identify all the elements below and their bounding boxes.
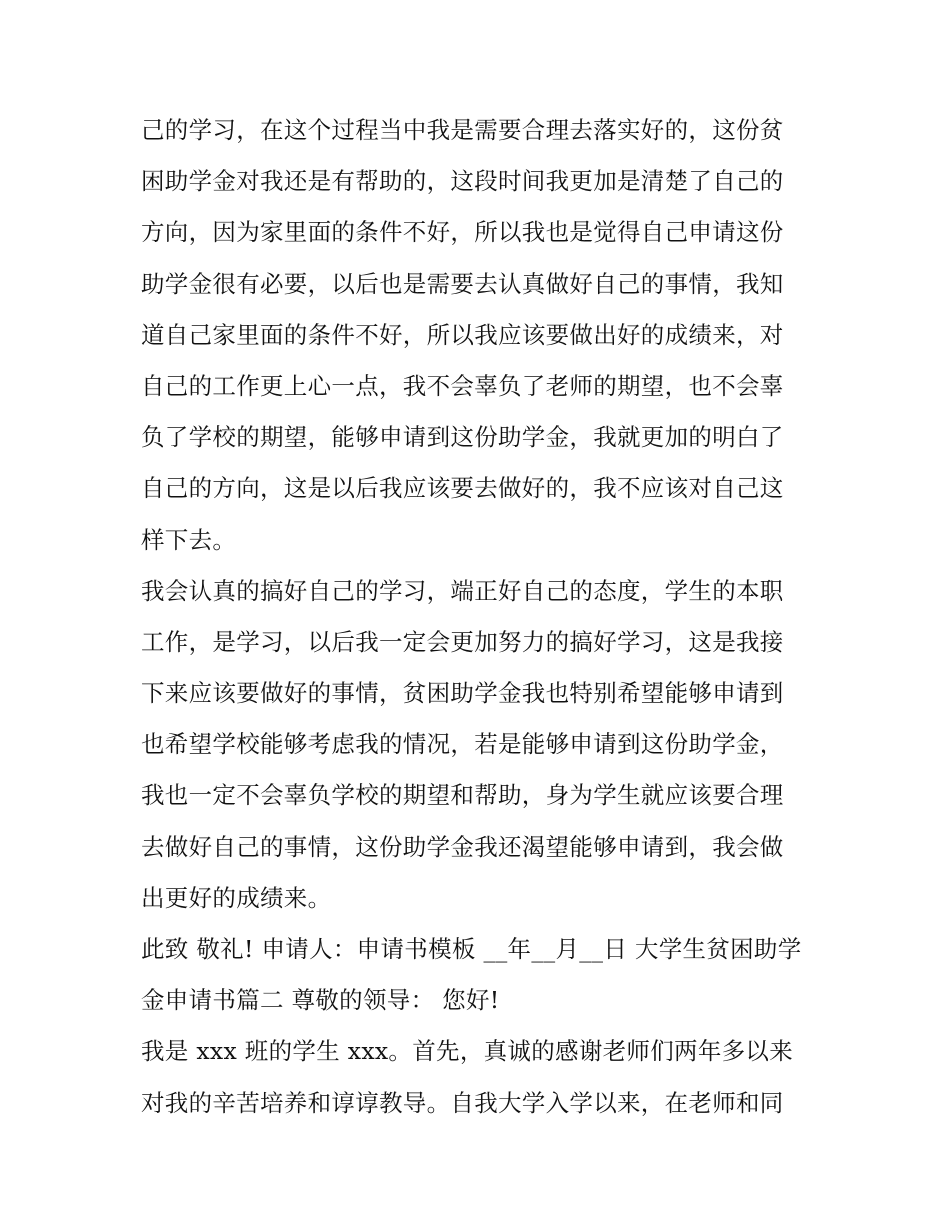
text-line: 下来应该要做好的事情，贫困助学金我也特别希望能够申请到 [141, 679, 784, 708]
text-line: 出更好的成绩来。 [141, 883, 332, 912]
paragraph-3 [141, 924, 821, 1026]
text-line: 我会认真的搞好自己的学习，端正好自己的态度，学生的本职 [141, 576, 784, 605]
text-line: 样下去。 [141, 525, 237, 554]
text-line: 我是 xxx 班的学生 xxx。首先，真诚的感谢老师们两年多以来 [141, 1037, 794, 1066]
text-line: 负了学校的期望，能够申请到这份助学金，我就更加的明白了 [141, 423, 784, 452]
text-line: 自己的方向，这是以后我应该要去做好的，我不应该对自己这 [141, 474, 784, 503]
text-line: 助学金很有必要，以后也是需要去认真做好自己的事情，我知 [141, 269, 784, 298]
text-line: 也希望学校能够考虑我的情况，若是能够申请到这份助学金， [141, 730, 784, 759]
text-line: 己的学习，在这个过程当中我是需要合理去落实好的，这份贫 [141, 116, 784, 144]
text-line: 困助学金对我还是有帮助的，这段时间我更加是清楚了自己的 [141, 167, 784, 196]
text-line: 去做好自己的事情，这份助学金我还渴望能够申请到，我会做 [141, 832, 784, 861]
text-line: 方向，因为家里面的条件不好，所以我也是觉得自己申请这份 [141, 218, 784, 247]
text-line: 道自己家里面的条件不好，所以我应该要做出好的成绩来，对 [141, 320, 784, 349]
text-line: 金申请书篇二 尊敬的领导： 您好! [141, 986, 500, 1015]
text-line: 我也一定不会辜负学校的期望和帮助，身为学生就应该要合理 [141, 781, 784, 810]
document-body [141, 105, 821, 1129]
text-line: 对我的辛苦培养和谆谆教导。自我大学入学以来，在老师和同 [141, 1088, 784, 1117]
paragraph-4 [141, 1026, 821, 1128]
text-line: 工作，是学习，以后我一定会更加努力的搞好学习，这是我接 [141, 627, 784, 656]
text-line: 自己的工作更上心一点，我不会辜负了老师的期望，也不会辜 [141, 371, 784, 400]
paragraph-2 [141, 566, 821, 924]
text-line: 此致 敬礼! 申请人：申请书模板 __年__月__日 大学生贫困助学 [141, 935, 802, 963]
paragraph-1 [141, 105, 821, 566]
